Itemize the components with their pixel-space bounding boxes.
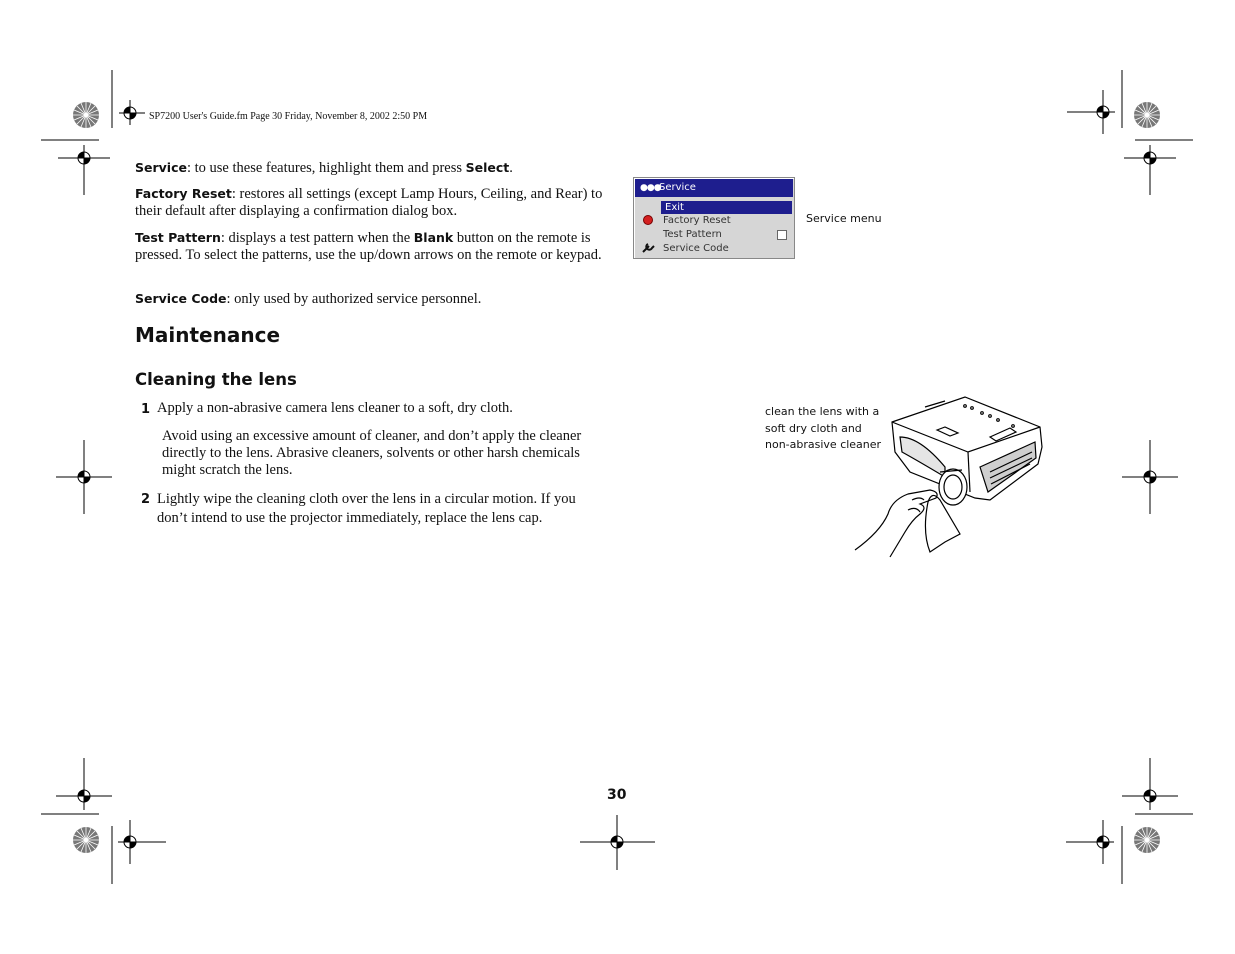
term-factory-reset: Factory Reset bbox=[135, 186, 232, 201]
term-service: Service bbox=[135, 160, 187, 175]
term-service-code: Service Code bbox=[135, 291, 227, 306]
heading-maintenance: Maintenance bbox=[135, 323, 281, 347]
term-select: Select bbox=[465, 160, 510, 175]
menu-item-test-pattern: Test Pattern bbox=[663, 229, 722, 240]
service-menu-title: Service bbox=[659, 182, 696, 193]
factory-reset-paragraph: Factory Reset: restores all settings (except Lamp Hours, Ceiling, and Rear) to their default after displaying a confirmation dialog box. bbox=[135, 186, 603, 219]
service-paragraph: Service: to use these features, highlight them and press Select. bbox=[135, 160, 513, 176]
red-dot-icon bbox=[643, 215, 653, 225]
lens-caption: clean the lens with a soft dry cloth and non-abrasive cleaner bbox=[765, 405, 882, 451]
heading-cleaning-lens: Cleaning the lens bbox=[135, 370, 297, 389]
menu-item-factory-reset: Factory Reset bbox=[663, 215, 731, 226]
wrench-icon bbox=[642, 241, 656, 253]
step-note: Avoid using an excessive amount of cleaner, and don’t apply the cleaner directly to the lens. Abrasive cleaners, solvents or other harsh chemicals might scratch the lens. bbox=[162, 428, 582, 478]
menu-dots-icon: ●●● bbox=[640, 183, 661, 193]
page-number: 30 bbox=[607, 787, 627, 803]
menu-item-exit: Exit bbox=[661, 201, 792, 214]
menu-item-service-code: Service Code bbox=[663, 243, 729, 254]
service-menu-image bbox=[633, 177, 795, 259]
service-menu-caption: Service menu bbox=[806, 212, 882, 225]
test-pattern-paragraph: Test Pattern: displays a test pattern when the Blank button on the remote is pressed. To select the patterns, use the up/down arrows on the remote or keypad. bbox=[135, 230, 602, 263]
term-test-pattern: Test Pattern bbox=[135, 230, 221, 245]
file-header: SP7200 User's Guide.fm Page 30 Friday, November 8, 2002 2:50 PM bbox=[149, 111, 428, 122]
step-number: 1 bbox=[141, 402, 151, 417]
step-text: Lightly wipe the cleaning cloth over the lens in a circular motion. If you don’t intend to use the projector immediately, replace the lens cap. bbox=[157, 491, 576, 526]
projector-cleaning-illustration bbox=[850, 392, 1050, 562]
service-code-paragraph: Service Code: only used by authorized service personnel. bbox=[135, 291, 482, 307]
checkbox-icon bbox=[777, 230, 787, 240]
service-menu-titlebar bbox=[635, 179, 793, 197]
step-number: 2 bbox=[141, 492, 151, 507]
step-text: Apply a non-abrasive camera lens cleaner to a soft, dry cloth. bbox=[157, 400, 513, 416]
term-blank: Blank bbox=[413, 230, 454, 245]
